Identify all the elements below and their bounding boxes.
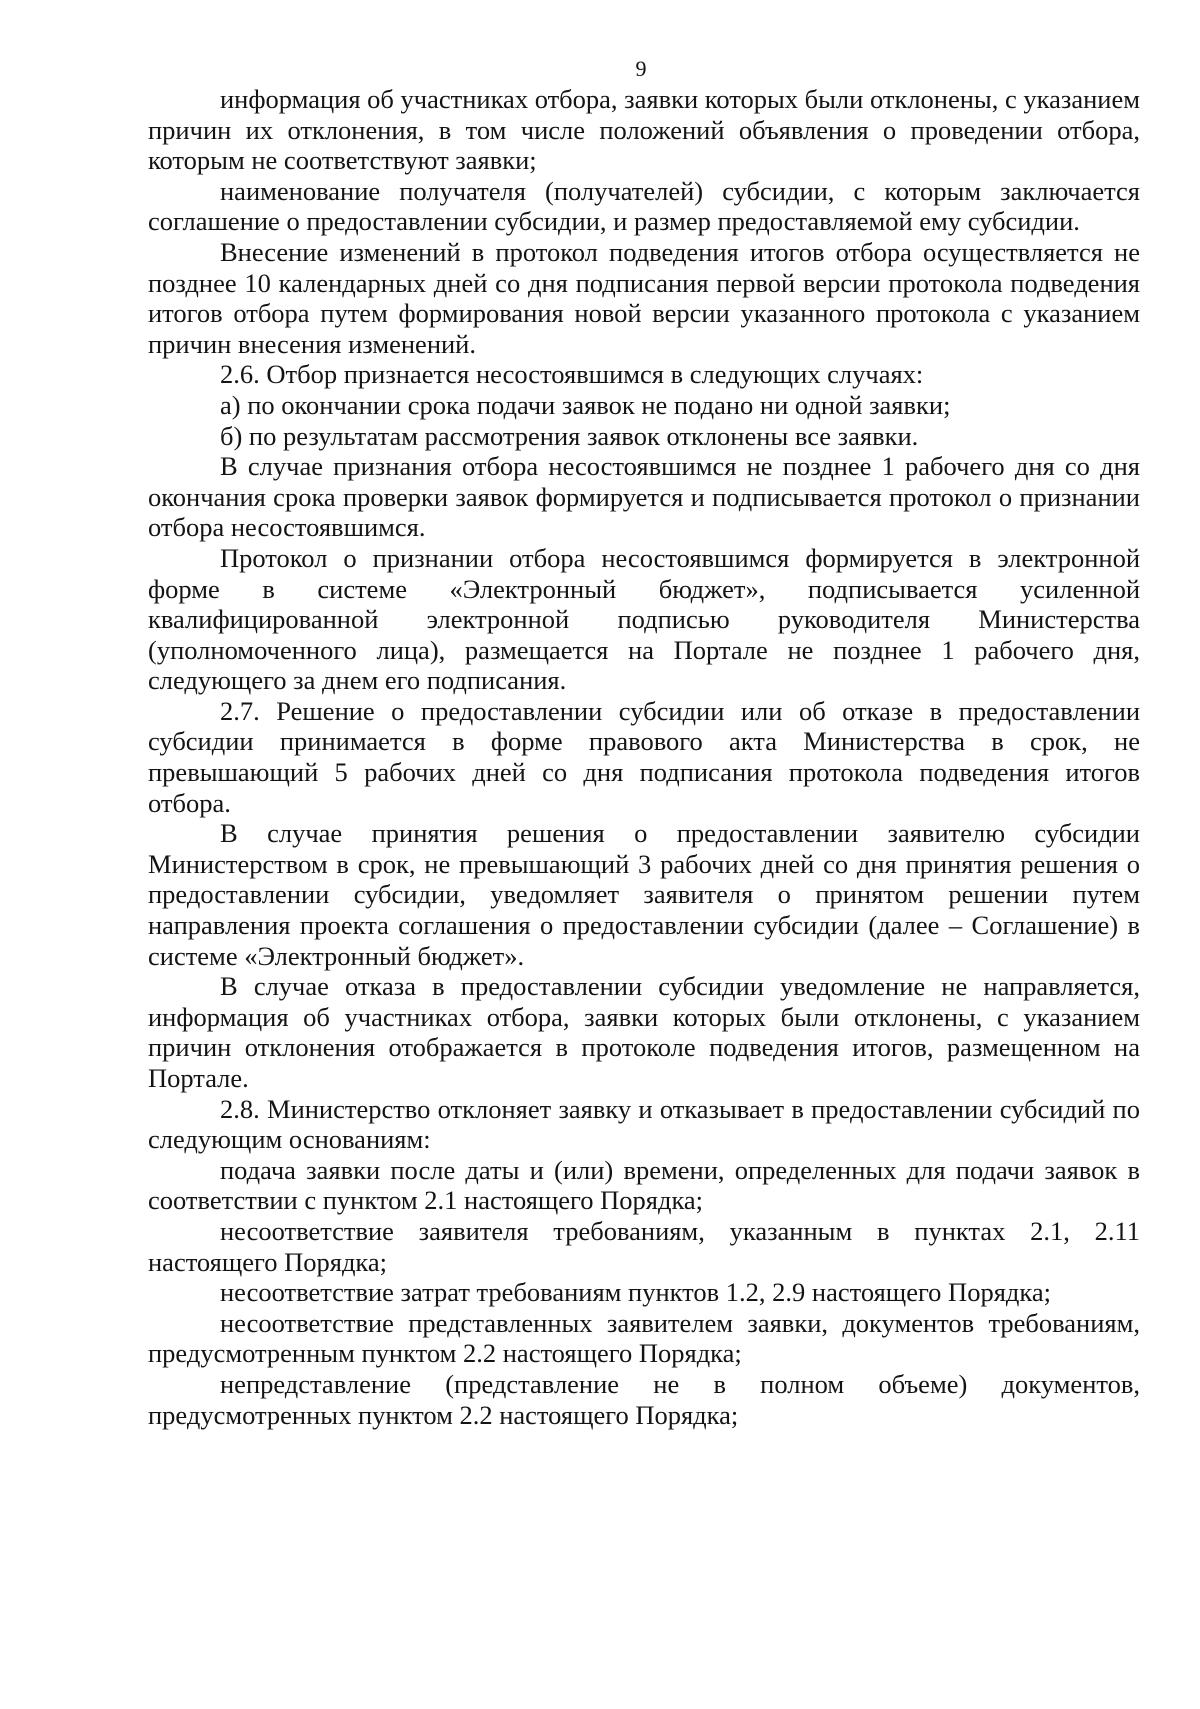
paragraph: 2.7. Решение о предоставлении субсидии или об отказе в предоставлении субсидии принимается в форме правового акта Министерства в срок, не превышающий 5 рабочих дней со дня подписания протокола подведения итогов отбора. [148, 695, 1140, 818]
paragraph: Внесение изменений в протокол подведения итогов отбора осуществляется не позднее 10 календарных дней со дня подписания первой версии протокола подведения итогов отбора путем формирования новой версии указанного протокола с указанием причин внесения изменений. [148, 236, 1140, 359]
paragraph: непредставление (представление не в полном объеме) документов, предусмотренных пунктом 2.2 настоящего Порядка; [148, 1368, 1140, 1430]
paragraph: информация об участниках отбора, заявки которых были отклонены, с указанием причин их отклонения, в том числе положений объявления о проведении отбора, которым не соответствуют заявки; [148, 84, 1140, 176]
document-body [148, 84, 1140, 1430]
paragraph: Протокол о признании отбора несостоявшимся формируется в электронной форме в системе «Электронный бюджет», подписывается усиленной квалифицированной электронной подписью руководителя Министерства (уполномоченного лица), размещается на Портале не позднее 1 рабочего дня, следующего за днем его подписания. [148, 542, 1140, 696]
paragraph: В случае признания отбора несостоявшимся не позднее 1 рабочего дня со дня окончания срока проверки заявок формируется и подписывается протокол о признании отбора несостоявшимся. [148, 451, 1140, 543]
paragraph: подача заявки после даты и (или) времени, определенных для подачи заявок в соответствии с пунктом 2.1 настоящего Порядка; [148, 1154, 1140, 1216]
paragraph: 2.8. Министерство отклоняет заявку и отказывает в предоставлении субсидий по следующим основаниям: [148, 1093, 1140, 1155]
paragraph: несоответствие заявителя требованиям, указанным в пунктах 2.1, 2.11 настоящего Порядка; [148, 1215, 1140, 1277]
paragraph: несоответствие представленных заявителем заявки, документов требованиям, предусмотренным пунктом 2.2 настоящего Порядка; [148, 1307, 1140, 1369]
paragraph: несоответствие затрат требованиям пунктов 1.2, 2.9 настоящего Порядка; [220, 1277, 1051, 1308]
paragraph: В случае отказа в предоставлении субсидии уведомление не направляется, информация об участниках отбора, заявки которых были отклонены, с указанием причин отклонения отображается в протоколе подведения итогов, размещенном на Портале. [148, 971, 1140, 1093]
page-number: 9 [635, 56, 647, 81]
paragraph: 2.6. Отбор признается несостоявшимся в следующих случаях: [220, 359, 924, 390]
paragraph: а) по окончании срока подачи заявок не подано ни одной заявки; [220, 389, 951, 420]
paragraph: наименование получателя (получателей) субсидии, с которым заключается соглашение о предоставлении субсидии, и размер предоставляемой ему субсидии. [148, 175, 1140, 237]
paragraph: б) по результатам рассмотрения заявок отклонены все заявки. [220, 420, 919, 451]
paragraph: В случае принятия решения о предоставлении заявителю субсидии Министерством в срок, не превышающий 3 рабочих дней со дня принятия решения о предоставлении субсидии, уведомляет заявителя о принятом решении путем направления проекта соглашения о предоставлении субсидии (далее – Соглашение) в системе «Электронный бюджет». [148, 818, 1140, 971]
